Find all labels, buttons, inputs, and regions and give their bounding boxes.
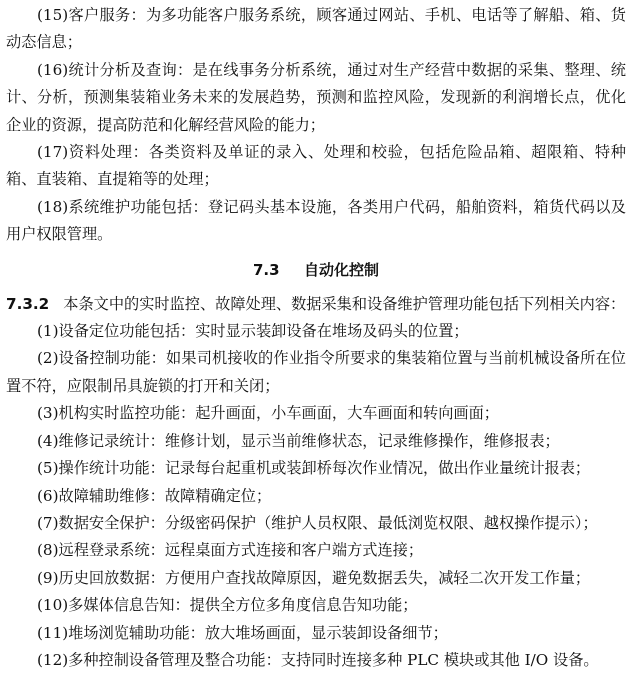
clause-item-2: (2)设备控制功能：如果司机接收的作业指令所要求的集装箱位置与当前机械设备所在位置不符，应限制吊具旋锁的打开和关闭；	[6, 349, 626, 395]
section-heading	[6, 255, 626, 285]
list-item-15: (15)客户服务：为多功能客户服务系统，顾客通过网站、手机、电话等了解船、箱、货动态信息；	[6, 6, 626, 52]
clause-item-9: (9)历史回放数据：方便用户查找故障原因，避免数据丢失，减轻二次开发工作量；	[37, 568, 591, 587]
clause-item-3: (3)机构实时监控功能：起升画面，小车画面，大车画面和转向画面；	[37, 404, 499, 423]
clause-item-12: (12)多种控制设备管理及整合功能：支持同时连接多种 PLC 模块或其他 I/O 设备。	[37, 650, 599, 669]
clause-paragraph	[6, 291, 626, 318]
clause-item-10: (10)多媒体信息告知：提供全方位多角度信息告知功能；	[37, 596, 418, 615]
list-item-16: (16)统计分析及查询：是在线事务分析系统，通过对生产经营中数据的采集、整理、统计、分析，预测集装箱业务未来的发展趋势，预测和监控风险，发现新的利润增长点，优化企业的资源，提高防范和化解经营风险的能力；	[6, 60, 626, 134]
clause-item-7: (7)数据安全保护：分级密码保护（维护人员权限、最低浏览权限、越权操作提示）；	[37, 513, 598, 532]
list-item-18: (18)系统维护功能包括：登记码头基本设施，各类用户代码，船舶资料，箱货代码以及用户权限管理。	[6, 197, 626, 244]
clause-item-1: (1)设备定位功能包括：实时显示装卸设备在堆场及码头的位置；	[37, 322, 469, 341]
list-item-17: (17)资料处理：各类资料及单证的录入、处理和校验，包括危险品箱、超限箱、特种箱、直装箱、直提箱等的处理；	[6, 143, 626, 189]
clause-text: 本条文中的实时监控、故障处理、数据采集和设备维护管理功能包括下列相关内容：	[63, 294, 626, 313]
section-title: 自动化控制	[304, 260, 380, 279]
clause-item-6: (6)故障辅助维修：故障精确定位；	[37, 486, 272, 505]
clause-item-11: (11)堆场浏览辅助功能：放大堆场画面，显示装卸设备细节；	[37, 623, 448, 642]
clause-number: 7.3.2	[6, 294, 50, 313]
clause-item-8: (8)远程登录系统：远程桌面方式连接和客户端方式连接；	[37, 541, 424, 560]
clause-item-4: (4)维修记录统计：维修计划，显示当前维修状态，记录维修操作，维修报表；	[37, 431, 560, 450]
section-number: 7.3	[252, 260, 280, 279]
clause-item-5: (5)操作统计功能：记录每台起重机或装卸桥每次作业情况，做出作业量统计报表；	[37, 459, 591, 478]
